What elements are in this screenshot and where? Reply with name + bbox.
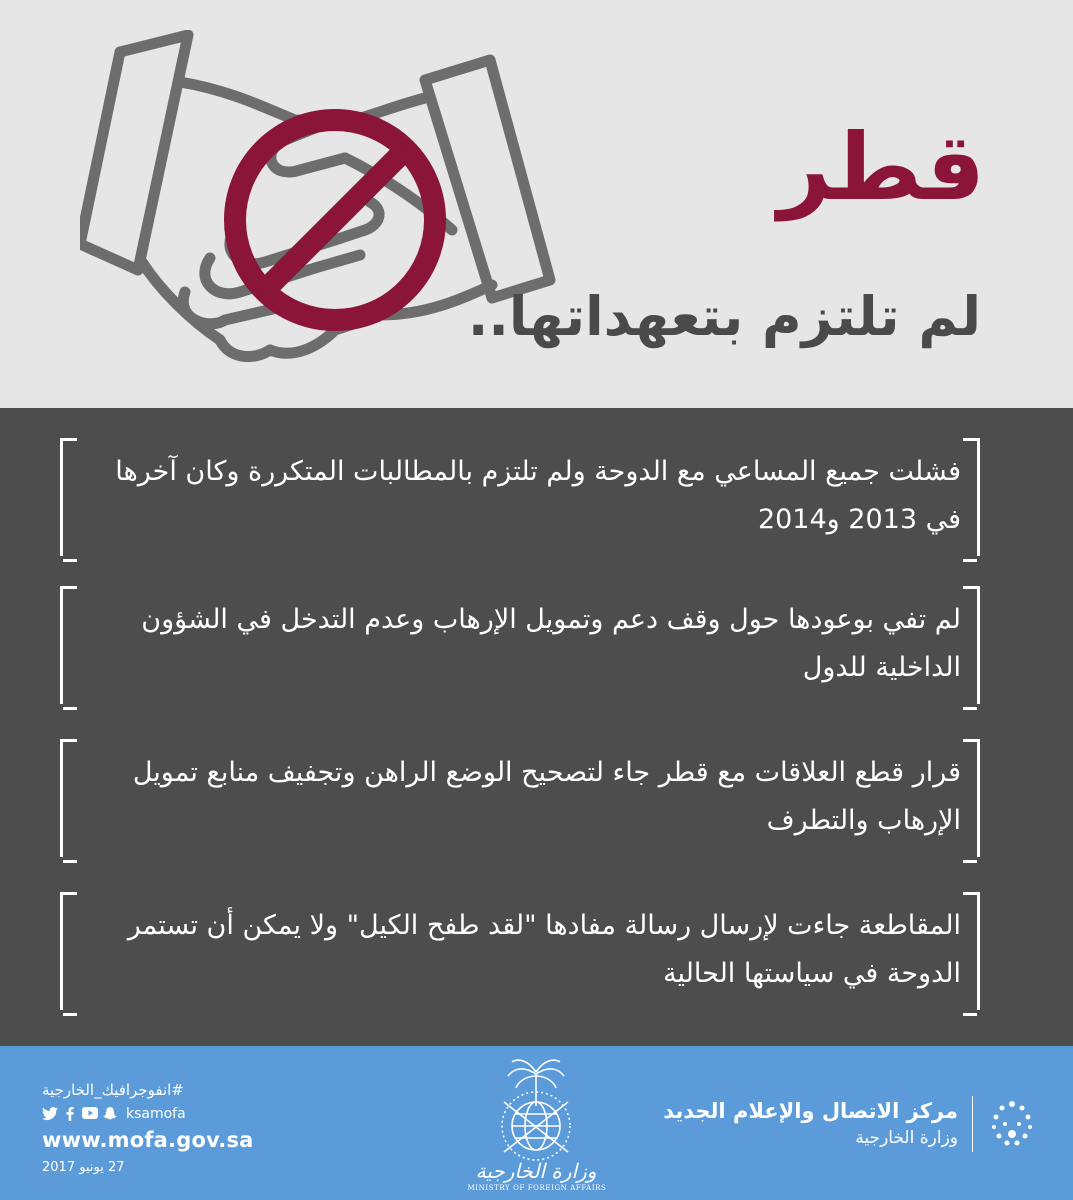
youtube-icon[interactable] — [82, 1107, 98, 1121]
page-subtitle: لم تلتزم بتعهداتها.. — [467, 285, 981, 348]
website-link[interactable]: www.mofa.gov.sa — [42, 1128, 254, 1152]
snapchat-icon[interactable] — [102, 1107, 118, 1121]
point-item-2 — [60, 586, 980, 704]
center-branding — [663, 1096, 1037, 1152]
header-section — [0, 0, 1073, 408]
ministry-name: وزارة الخارجية — [855, 1128, 958, 1148]
footer — [0, 1046, 1073, 1200]
point-item-1 — [60, 438, 980, 556]
center-logo-icon — [987, 1096, 1037, 1152]
facebook-icon[interactable] — [62, 1107, 78, 1121]
point-text: لم تفي بوعودها حول وقف دعم وتمويل الإرهاب وعدم التدخل في الشؤون الداخلية للدول — [141, 604, 961, 683]
social-row — [42, 1106, 262, 1122]
page-title: قطر — [777, 114, 985, 221]
publish-date: 27 يونيو 2017 — [42, 1160, 125, 1175]
center-text — [663, 1097, 958, 1151]
point-text: المقاطعة جاءت لإرسال رسالة مفادها "لقد طفح الكيل" ولا يمكن أن تستمر الدوحة في سياستها الحالية — [127, 910, 961, 989]
footer-contact — [42, 1080, 262, 1175]
point-text: قرار قطع العلاقات مع قطر جاء لتصحيح الوضع الراهن وتجفيف منابع تمويل الإرهاب والتطرف — [132, 757, 961, 836]
ministry-emblem-icon — [474, 1054, 599, 1196]
twitter-icon[interactable] — [42, 1107, 58, 1121]
point-item-4 — [60, 892, 980, 1010]
emblem-caption: MINISTRY OF FOREIGN AFFAIRS — [467, 1184, 607, 1192]
social-handle[interactable]: ksamofa — [126, 1106, 186, 1122]
svg-text:وزارة الخارجية: وزارة الخارجية — [475, 1159, 597, 1183]
center-name: مركز الاتصال والإعلام الجديد — [663, 1099, 958, 1123]
point-text: فشلت جميع المساعي مع الدوحة ولم تلتزم بالمطالبات المتكررة وكان آخرها في 2013 و2014 — [115, 456, 961, 535]
divider — [972, 1096, 973, 1152]
point-item-3 — [60, 739, 980, 857]
points-section — [0, 408, 1073, 1046]
hashtag-link[interactable]: #انفوجرافيك_الخارجية — [42, 1081, 184, 1099]
